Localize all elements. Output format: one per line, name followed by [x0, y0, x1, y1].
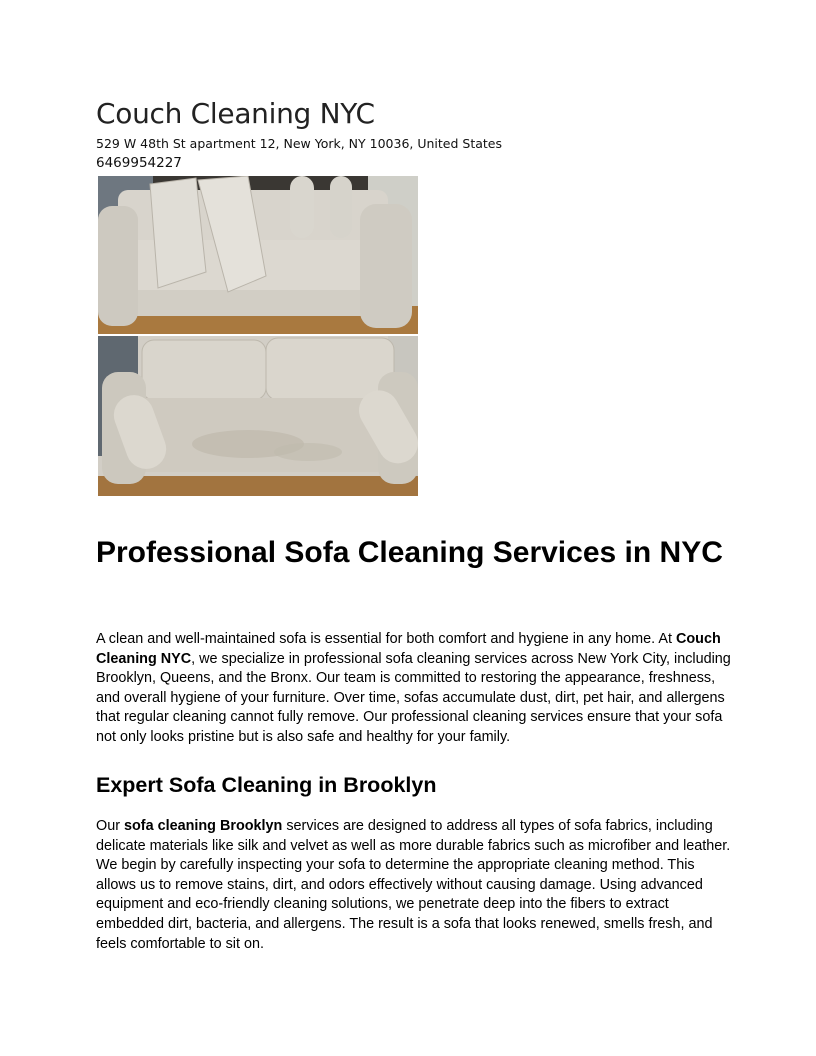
sofa-before-after-photo	[98, 176, 418, 496]
intro-text-start: A clean and well-maintained sofa is essential for both comfort and hygiene in any home. At	[96, 631, 676, 647]
business-address: 529 W 48th St apartment 12, New York, NY 10036, United States	[96, 136, 502, 151]
intro-paragraph	[96, 630, 736, 748]
intro-bold-business: Couch Cleaning NYC	[96, 631, 721, 667]
brooklyn-heading: Expert Sofa Cleaning in Brooklyn	[96, 773, 437, 797]
brooklyn-text-end: services are designed to address all types of sofa fabrics, including delicate materials like silk and velvet as well as more durable fabrics such as microfiber and leather. We begin by carefully inspecting your sofa to determine the appropriate cleaning method. This allows us to remove stains, dirt, and odors effectively without causing damage. Using advanced equipment and eco-friendly cleaning solutions, we penetrate deep into the fibers to extract embedded dirt, bacteria, and allergens. The result is a sofa that looks renewed, smells fresh, and feels comfortable to sit on.	[96, 818, 731, 952]
business-phone: 6469954227	[96, 155, 182, 171]
main-heading: Professional Sofa Cleaning Services in NYC	[96, 536, 723, 569]
business-name: Couch Cleaning NYC	[96, 97, 375, 130]
intro-text-end: , we specialize in professional sofa cleaning services across New York City, including Brooklyn, Queens, and the Bronx. Our team is committed to restoring the appearance, freshness, and overall hygiene of your furniture. Over time, sofas accumulate dust, dirt, pet hair, and allergens that regular cleaning cannot fully remove. Our professional cleaning services ensure that your sofa not only looks pristine but is also safe and healthy for your family.	[96, 650, 731, 745]
brooklyn-bold-service: sofa cleaning Brooklyn	[124, 818, 283, 834]
brooklyn-paragraph	[96, 817, 736, 954]
brooklyn-text-start: Our	[96, 818, 124, 834]
